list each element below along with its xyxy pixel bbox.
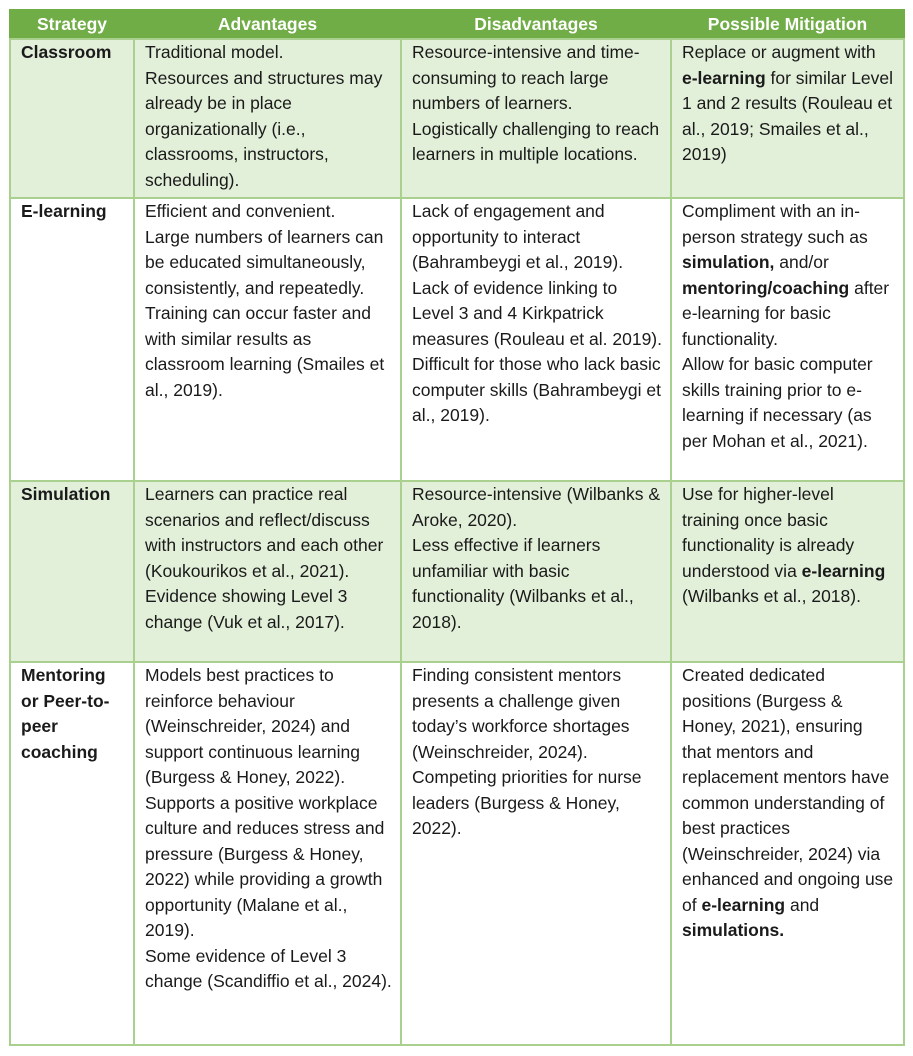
disadvantage-item: Resource-intensive (Wilbanks & Aroke, 2020). [412,484,661,530]
disadvantage-item: Lack of engagement and opportunity to interact (Bahrambeygi et al., 2019). [412,201,624,272]
mitigation-emphasis: e-learning [682,67,766,88]
disadvantage-item: Logistically challenging to reach learners in multiple locations. [412,118,660,164]
table-row-classroom [10,39,904,198]
header-mitigation: Possible Mitigation [671,10,904,39]
mitigation-cell [671,481,904,662]
advantages-cell [134,662,401,1045]
disadvantage-item: Resource-intensive and time-consuming to reach large numbers of learners. [412,42,640,113]
mitigation-emphasis: mentoring/coaching [682,277,850,298]
strategy-cell: Classroom [10,39,134,198]
disadvantage-item: Lack of evidence linking to Level 3 and 4 Kirkpatrick measures (Rouleau et al. 2019). [412,277,662,349]
advantage-item: Efficient and convenient. [145,201,336,221]
advantages-cell [134,481,401,662]
mitigation-text: Created dedicated positions (Burgess & Honey, 2021), ensuring that mentors and replacement mentors have common understanding of best practices (Weinschreider, 2024) via enhanced and ongoing use of [682,665,894,915]
strategy-cell: E-learning [10,198,134,481]
advantages-cell [134,198,401,481]
header-advantages: Advantages [134,10,401,39]
disadvantages-cell [401,39,671,198]
strategy-comparison-table [9,9,905,1046]
mitigation-text: after e-learning for basic functionality. [682,277,890,349]
disadvantages-cell [401,198,671,481]
advantage-item: Supports a positive workplace culture and reduces stress and pressure (Burgess & Honey, 2022) while providing a growth opportunity (Malane et al., 2019). [145,792,385,940]
mitigation-text: Replace or augment with [682,42,876,62]
mitigation-cell [671,198,904,481]
disadvantage-item: Finding consistent mentors presents a challenge given today’s workforce shortages (Weinschreider, 2024). [412,665,630,762]
mitigation-emphasis: e-learning [801,560,886,581]
disadvantages-cell [401,481,671,662]
mitigation-emphasis: simulation, [682,252,775,272]
mitigation-cell [671,39,904,198]
disadvantages-cell [401,662,671,1045]
header-strategy: Strategy [10,10,134,39]
header-disadvantages: Disadvantages [401,10,671,39]
mitigation-text: and [785,894,820,915]
advantage-item: Models best practices to reinforce behaviour (Weinschreider, 2024) and support continuous learning (Burgess & Honey, 2022). [145,665,361,787]
disadvantage-item: Competing priorities for nurse leaders (Burgess & Honey, 2022). [412,767,642,838]
strategy-cell: Simulation [10,481,134,662]
mitigation-text: Allow for basic computer skills training prior to e-learning if necessary (as per Mohan et al., 2021). [682,354,873,451]
advantage-item: Large numbers of learners can be educated simultaneously, consistently, and repeatedly. Training can occur faster and with similar results as classroom learning (Smailes et al., 2019). [145,226,385,400]
mitigation-text: and/or [774,252,829,272]
disadvantage-item: Difficult for those who lack basic computer skills (Bahrambeygi et al., 2019). [412,354,661,425]
advantage-item: Resources and structures may already be in place organizationally (i.e., classrooms, instructors, scheduling). [145,67,383,190]
mitigation-text: Use for higher-level training once basic functionality is already understood via [682,484,855,581]
mitigation-cell [671,662,904,1045]
advantage-item: Evidence showing Level 3 change (Vuk et al., 2017). [145,586,348,632]
advantage-item: Traditional model. [145,42,284,62]
strategy-cell: Mentoring or Peer-to-peer coaching [10,662,134,1045]
mitigation-text: Compliment with an in-person strategy such as [682,201,868,247]
advantage-item: Some evidence of Level 3 change (Scandiffio et al., 2024). [145,945,392,991]
mitigation-emphasis: e-learning [701,894,786,915]
mitigation-text: (Wilbanks et al., 2018). [682,586,861,606]
advantage-item: Learners can practice real scenarios and reflect/discuss with instructors and each other (Koukourikos et al., 2021). [145,484,384,581]
table-row-elearning [10,198,904,481]
mitigation-emphasis: simulations. [682,920,785,940]
table-row-simulation [10,481,904,662]
disadvantage-item: Less effective if learners unfamiliar with basic functionality (Wilbanks et al., 2018). [412,535,634,632]
header-row [10,10,904,39]
advantages-cell [134,39,401,198]
table-row-mentoring [10,662,904,1045]
mitigation-text: for similar Level 1 and 2 results (Rouleau et al., 2019; Smailes et al., 2019) [682,67,894,164]
